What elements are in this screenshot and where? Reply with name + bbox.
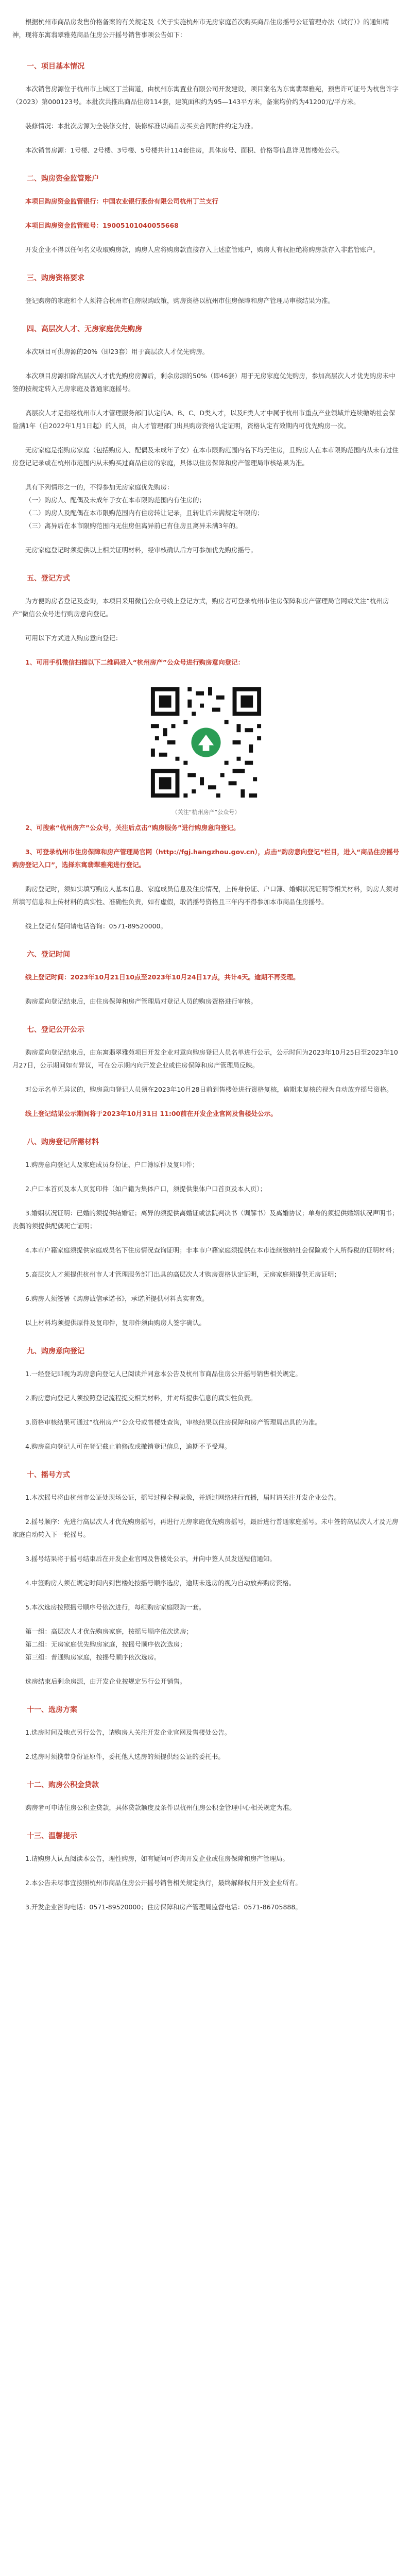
bank-name: 本项目购房资金监管银行：中国农业银行股份有限公司杭州丁兰支行 [25, 197, 219, 205]
section-paragraph: 第一组：高层次人才优先购房家庭，按摇号顺序依次选房； [25, 1628, 193, 1635]
section-paragraph: 无房家庭登记时须提供以上相关证明材料，经审核确认后方可参加优先购房摇号。 [25, 546, 258, 554]
section-heading: 二、购房资金监管账户 [27, 175, 99, 183]
section-paragraph: 无房家庭是指购房家庭（包括购房人、配偶及未成年子女）在本市限购范围内名下均无住房，且购房人在本市限购范围内从未有过住房登记记录或在杭州市范围内从未购买过商品住房的家庭，具体以住房保障和房产管理局审核结果为准。 [12, 446, 399, 467]
section-paragraph: 本次销售房源位于杭州市上城区丁兰街道，由杭州东寓置业有限公司开发建设，项目案名为东寓翡翠雅苑，预售许可证号为杭售许字（2023）第000123号。本批次共推出商品住房114套，建筑面积约为95—143平方米，备案均价约为41200元/平方米。 [12, 85, 399, 106]
section-paragraph: 3.摇号结果将于摇号结束后在开发企业官网及售楼处公示，并向中签人员发送短信通知。 [25, 1555, 276, 1563]
section-paragraph: 5.本次选房按照摇号顺序号依次进行，每组购房家庭限购一套。 [25, 1603, 205, 1611]
qr-caption: （关注“杭州房产”公众号） [171, 809, 241, 816]
section-paragraph: 对公示名单无异议的，购房意向登记人员须在2023年10月28日前到售楼处进行资格复核，逾期未复核的视为自动放弃摇号资格。 [25, 1086, 393, 1093]
section-heading: 十一、选房方案 [27, 1706, 77, 1714]
section-paragraph: 为方便购房者登记及查询，本项目采用微信公众号线上登记方式，购房者可登录杭州市住房保障和房产管理局官网或关注“杭州房产”微信公众号进行购房意向登记。 [12, 597, 389, 618]
section-paragraph: 4.本市户籍家庭须提供家庭成员名下住房情况查询证明；非本市户籍家庭须提供在本市连续缴纳社会保险或个人所得税的证明材料； [25, 1246, 399, 1254]
bank-account: 本项目购房资金监管账号：19005101040055668 [25, 222, 179, 229]
section-paragraph: 5.高层次人才须提供杭州市人才管理服务部门出具的高层次人才购房资格认定证明，无房家庭须提供无房证明； [25, 1270, 340, 1278]
section-heading: 四、高层次人才、无房家庭优先购房 [27, 325, 142, 333]
section-paragraph: （一）购房人、配偶及未成年子女在本市限购范围内有住房的； [25, 496, 206, 504]
section-paragraph: 1.购房意向登记人及家庭成员身份证、户口簿原件及复印件； [25, 1161, 199, 1168]
section-paragraph: 登记购房的家庭和个人须符合杭州市住房限购政策，购房资格以杭州市住房保障和房产管理局审核结果为准。 [25, 297, 335, 304]
announcement-content [12, 15, 400, 1925]
section-paragraph: 1.请购房人认真阅读本公告，理性购房，如有疑问可咨询开发企业或住房保障和房产管理局。 [25, 1855, 289, 1862]
qr-code-icon[interactable] [147, 683, 265, 802]
section-paragraph: 2.本公告未尽事宜按照杭州市商品住房公开摇号销售相关规定执行，最终解释权归开发企业所有。 [25, 1879, 302, 1887]
section-paragraph: 2.购房意向登记人须按照登记流程提交相关材料，并对所提供信息的真实性负责。 [25, 1394, 257, 1402]
section-paragraph: 可用以下方式进入购房意向登记： [25, 634, 122, 642]
section-paragraph: 3.开发企业咨询电话：0571-89520000；住房保障和房产管理局监督电话：0571-86705888。 [25, 1903, 302, 1911]
section-paragraph: 装修情况：本批次房源为全装修交付，装修标准以商品房买卖合同附件约定为准。 [25, 122, 258, 130]
section-paragraph: 3.资格审核结果可通过“杭州房产”公众号或售楼处查询，审核结果以住房保障和房产管理局出具的为准。 [25, 1418, 321, 1426]
section-heading: 十三、温馨提示 [27, 1832, 77, 1840]
section-paragraph: 高层次人才是指经杭州市人才管理服务部门认定的A、B、C、D类人才，以及E类人才中属于杭州市重点产业领域并连续缴纳社会保险满1年（自2022年1月1日起）的人员，由人才管理部门出具购房资格认定证明，资格认定有效期内可优先购房一次。 [12, 409, 396, 430]
section-paragraph: 以上材料均须提供原件及复印件，复印件须由购房人签字确认。 [25, 1319, 206, 1327]
section-paragraph: 第二组：无房家庭优先购房家庭，按摇号顺序依次选房； [25, 1640, 186, 1648]
intro-paragraph: 根据杭州市商品房发售价格备案的有关规定及《关于实施杭州市无房家庭首次购买商品住房摇号公证管理办法（试行）》的通知精神，现将东寓翡翠雅苑商品住房公开摇号销售事项公告如下： [12, 18, 389, 39]
section-paragraph: 购房登记时，须如实填写购房人基本信息、家庭成员信息及住房情况，上传身份证、户口簿、婚姻状况证明等相关材料，购房人须对所填写信息和上传材料的真实性、准确性负责，如有虚假，取消摇号资格且三年内不得参加本市商品住房摇号。 [12, 885, 399, 906]
section-paragraph: 1.选房时间及地点另行公告，请购房人关注开发企业官网及售楼处公告。 [25, 1728, 231, 1736]
section-paragraph: 购房者可申请住房公积金贷款，具体贷款额度及条件以杭州住房公积金管理中心相关规定为准。 [25, 1804, 296, 1811]
qr-code-block [129, 683, 283, 817]
registration-way-3: 3、可登录杭州市住房保障和房产管理局官网（http://fgj.hangzhou.gov.cn），点击“购房意向登记”栏目，进入“商品住房摇号购房登记入口”，选择东寓翡翠雅苑进行登记。 [12, 848, 400, 869]
section-paragraph: 1.本次摇号将由杭州市公证处现场公证，摇号过程全程录像，并通过网络进行直播，届时请关注开发企业公告。 [25, 1494, 340, 1501]
section-heading: 五、登记方式 [27, 574, 70, 583]
section-paragraph: （二）购房人及配偶在本市限购范围内有住房转让记录，且转让后未满规定年限的； [25, 509, 264, 517]
section-paragraph: 6.购房人须签署《购房诚信承诺书》，承诺所提供材料真实有效。 [25, 1295, 209, 1302]
section-paragraph: （三）离异后在本市限购范围内无住房但离异前已有住房且离异未满3年的。 [25, 522, 242, 530]
section-paragraph: 购房意向登记结束后，由住房保障和房产管理局对登记人员的购房资格进行审核。 [25, 997, 258, 1005]
section-paragraph: 具有下列情形之一的，不得参加无房家庭优先购房： [25, 483, 174, 491]
section-paragraph: 线上登记结果公示期间将于2023年10月31日 11:00前在开发企业官网及售楼处公示。 [25, 1110, 277, 1117]
section-paragraph: 本次销售房源：1号楼、2号楼、3号楼、5号楼共计114套住房，具体房号、面积、价格等信息详见售楼处公示。 [25, 146, 344, 154]
section-paragraph: 线上登记有疑问请电话咨询：0571-89520000。 [25, 922, 167, 930]
section-paragraph: 第三组：普通购房家庭，按摇号顺序依次选房。 [25, 1653, 161, 1661]
section-paragraph: 1.一经登记即视为购房意向登记人已阅读并同意本公告及杭州市商品住房公开摇号销售相关规定。 [25, 1370, 302, 1378]
section-heading: 一、项目基本情况 [27, 62, 84, 71]
section-heading: 十、摇号方式 [27, 1471, 70, 1479]
section-paragraph: 购房意向登记结束后，由东寓翡翠雅苑项目开发企业对意向购房登记人员名单进行公示，公示时间为2023年10月25日至2023年10月27日，公示期间如有异议，可在公示期内向开发企业或住房保障和房产管理局反映。 [12, 1048, 398, 1069]
registration-time: 线上登记时间：2023年10月21日10点至2023年10月24日17点，共计4天。逾期不再受理。 [25, 973, 300, 981]
registration-way-2: 2、可搜索“杭州房产”公众号，关注后点击“购房服务”进行购房意向登记。 [25, 824, 240, 832]
section-paragraph: 4.中签购房人须在规定时间内到售楼处按摇号顺序选房，逾期未选房的视为自动放弃购房资格。 [25, 1579, 296, 1587]
section-heading: 九、购房意向登记 [27, 1347, 84, 1355]
section-heading: 三、购房资格要求 [27, 274, 84, 282]
section-paragraph: 本次项目房源扣除高层次人才优先购房房源后，剩余房源的50%（即46套）用于无房家庭优先购房，参加高层次人才优先购房未中签的按规定转入无房家庭及普通家庭摇号。 [12, 372, 396, 393]
section-paragraph: 本次项目可供房源的20%（即23套）用于高层次人才优先购房。 [25, 348, 209, 355]
section-paragraph: 2.户口本首页及本人页复印件（如户籍为集体户口，须提供集体户口首页及本人页）； [25, 1185, 267, 1193]
section-paragraph: 4.购房意向登记人可在登记截止前修改或撤销登记信息，逾期不予受理。 [25, 1443, 231, 1450]
section-heading: 六、登记时间 [27, 951, 70, 959]
section-paragraph: 2.选房时须携带身份证原件，委托他人选房的须提供经公证的委托书。 [25, 1753, 225, 1760]
section-paragraph: 选房结束后剩余房源，由开发企业按规定另行公开销售。 [25, 1677, 186, 1685]
section-paragraph: 3.婚姻状况证明：已婚的须提供结婚证；离异的须提供离婚证或法院判决书（调解书）及离婚协议；单身的须提供婚姻状况声明书；丧偶的须提供配偶死亡证明； [12, 1209, 399, 1230]
section-paragraph: 1、可用手机微信扫描以下二维码进入“杭州房产”公众号进行购房意向登记： [25, 658, 245, 666]
section-heading: 七、登记公开公示 [27, 1026, 84, 1034]
section-paragraph: 开发企业不得以任何名义收取购房款，购房人应将购房款直接存入上述监管账户，购房人有权拒绝将购房款存入非监管账户。 [25, 246, 380, 253]
section-heading: 十二、购房公积金贷款 [27, 1781, 99, 1789]
section-heading: 八、购房登记所需材料 [27, 1138, 99, 1146]
section-paragraph: 2.摇号顺序：先进行高层次人才优先购房摇号，再进行无房家庭优先购房摇号，最后进行普通家庭摇号。未中签的高层次人才及无房家庭自动转入下一轮摇号。 [12, 1518, 399, 1538]
